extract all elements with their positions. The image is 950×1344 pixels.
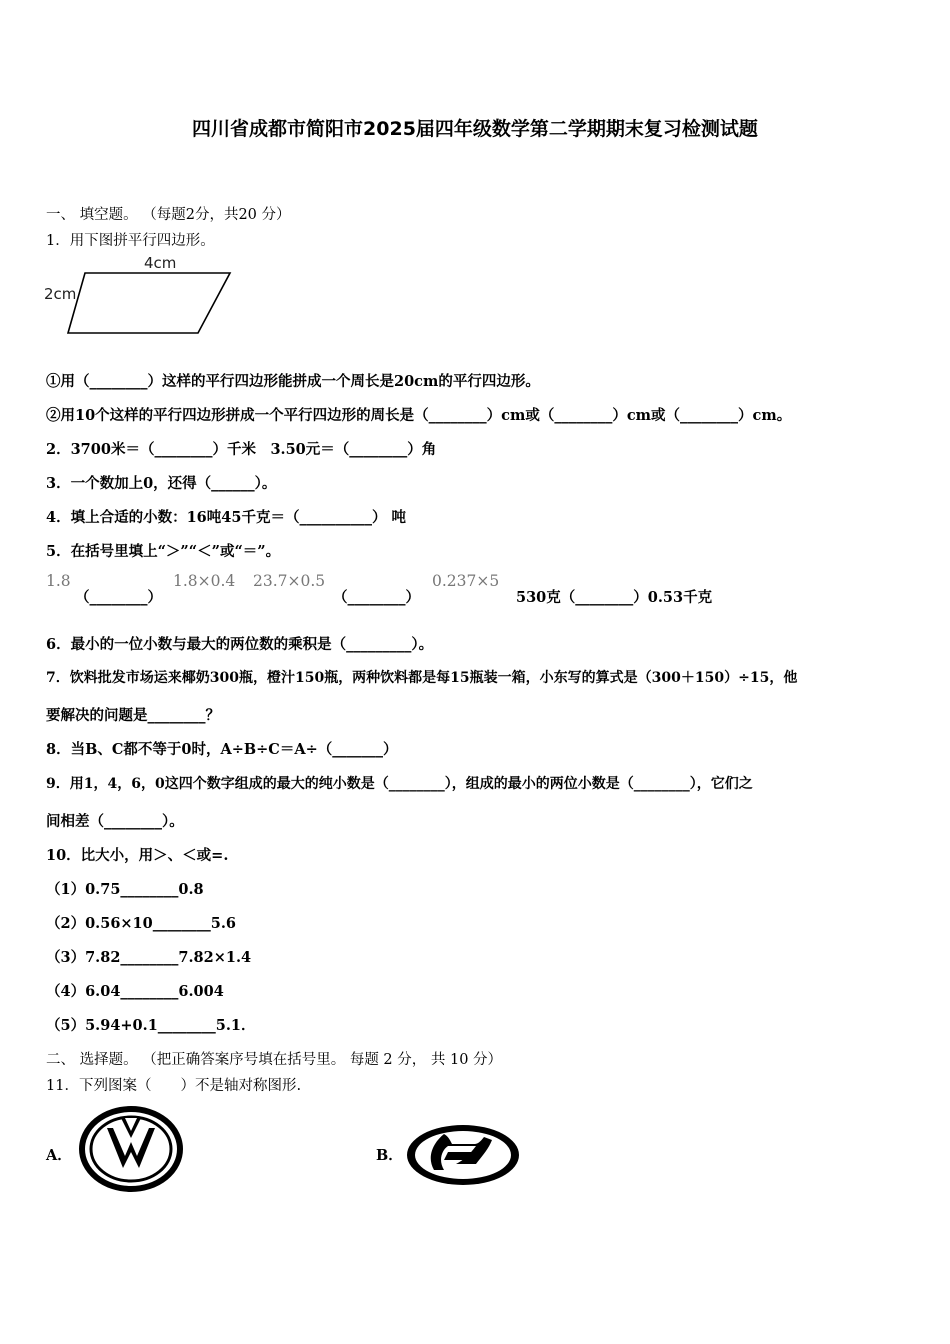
compare-item-2: （2）0.56×10________5.6 xyxy=(46,915,236,932)
question-7-line-2: 要解决的问题是________？ xyxy=(46,707,220,724)
top-length-label: 4cm xyxy=(144,254,177,272)
compare-item-1: （1）0.75________0.8 xyxy=(46,881,204,898)
question-1: 1．用下图拼平行四边形。 xyxy=(46,233,215,249)
compare-item-4: （4）6.04________6.004 xyxy=(46,983,224,1000)
question-1-part-2: ②用10个这样的平行四边形拼成一个平行四边形的周长是（________）cm或（________）cm或（________）cm。 xyxy=(46,407,792,424)
question-4: 4．填上合适的小数：16吨45千克＝（__________） 吨 xyxy=(46,509,406,526)
hyundai-logo-icon xyxy=(404,1122,522,1188)
page-title: 四川省成都市简阳市2025届四年级数学第二学期期末复习检测试题 xyxy=(192,118,758,140)
parallelogram-figure xyxy=(40,250,240,340)
compare-expr-0-237x5: 0.237×5 xyxy=(432,572,500,590)
question-5: 5．在括号里填上“＞”“＜”或“＝”。 xyxy=(46,543,281,560)
compare-item-3: （3）7.82________7.82×1.4 xyxy=(46,949,252,966)
question-7-line-1: 7．饮料批发市场运来椰奶300瓶，橙汁150瓶，两种饮料都是每15瓶装一箱，小东写的算式是（300＋150）÷15，他 xyxy=(46,670,798,686)
compare-blank-2: （________） xyxy=(333,589,420,606)
option-a-label: A． xyxy=(46,1147,72,1164)
option-b-label: B． xyxy=(376,1147,403,1164)
question-6: 6．最小的一位小数与最大的两位数的乘积是（_________）。 xyxy=(46,636,434,653)
question-2: 2．3700米＝（________）千米 3.50元＝（________）角 xyxy=(46,441,437,458)
compare-expr-23-7x0-5: 23.7×0.5 xyxy=(253,572,326,590)
compare-mass: 530克（________）0.53千克 xyxy=(516,589,713,606)
question-3: 3．一个数加上0，还得（______）。 xyxy=(46,475,277,492)
question-9-line-2: 间相差（________）。 xyxy=(46,813,184,830)
parallelogram-shape xyxy=(68,273,230,333)
side-length-label: 2cm xyxy=(44,285,77,303)
compare-item-5: （5）5.94+0.1________5.1． xyxy=(46,1017,256,1034)
question-10: 10．比大小，用＞、＜或=. xyxy=(46,847,229,864)
section-1-heading: 一、 填空题。 （每题2分，共20 分） xyxy=(46,207,291,223)
compare-blank-1: （________） xyxy=(75,589,162,606)
compare-value-1-8: 1.8 xyxy=(46,572,71,590)
question-8: 8．当B、C都不等于0时，A÷B÷C＝A÷（_______） xyxy=(46,741,398,758)
section-2-heading: 二、 选择题。 （把正确答案序号填在括号里。 每题 2 分， 共 10 分） xyxy=(46,1052,503,1068)
compare-expr-1-8x0-4: 1.8×0.4 xyxy=(173,572,236,590)
vw-logo-icon xyxy=(79,1106,183,1192)
question-1-part-1: ①用（________）这样的平行四边形能拼成一个周长是20cm的平行四边形。 xyxy=(46,373,540,390)
question-9-line-1: 9．用1，4，6，0这四个数字组成的最大的纯小数是（________），组成的最小的两位小数是（________），它们之 xyxy=(46,776,753,792)
question-11: 11．下列图案（ ）不是轴对称图形. xyxy=(46,1078,302,1094)
